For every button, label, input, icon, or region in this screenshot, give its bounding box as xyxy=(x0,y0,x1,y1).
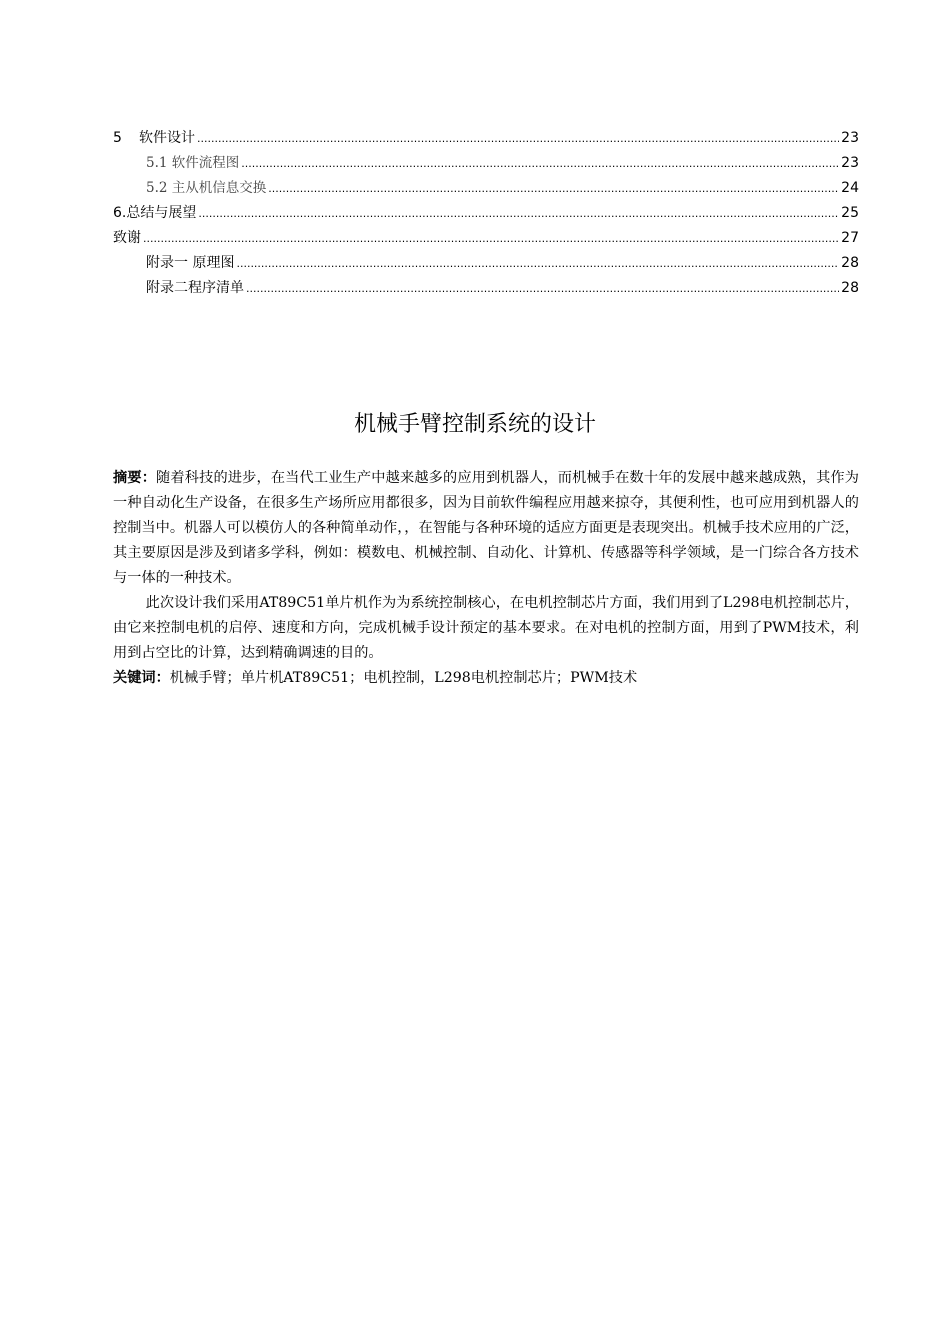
keywords-text: 机械手臂；单片机AT89C51；电机控制，L298电机控制芯片；PWM技术 xyxy=(169,670,638,686)
toc-entry-number: 5 xyxy=(113,130,122,146)
toc-entry-page: 27 xyxy=(841,230,859,246)
toc-entry-appendix-1[interactable] xyxy=(113,253,859,278)
toc-entry-page: 24 xyxy=(841,180,859,196)
toc-entry-label: 6.总结与展望 xyxy=(113,205,197,221)
toc-entry-label: 软件设计 xyxy=(139,130,195,146)
toc-entry-label: 致谢 xyxy=(113,230,141,246)
toc-entry-label: 附录一 原理图 xyxy=(146,255,235,271)
toc-leader-dots xyxy=(197,129,839,149)
toc-leader-dots xyxy=(246,279,839,299)
toc-entry-page: 25 xyxy=(841,205,859,221)
document-title: 机械手臂控制系统的设计 xyxy=(353,412,596,437)
toc-leader-dots xyxy=(268,179,839,199)
keywords-line xyxy=(113,666,859,691)
toc-entry-page: 28 xyxy=(841,280,859,296)
abstract-paragraph-1 xyxy=(113,466,859,591)
toc-entry-acknowledgements[interactable] xyxy=(113,228,859,253)
toc-entry-label: 5.2 主从机信息交换 xyxy=(146,180,267,196)
toc-leader-dots xyxy=(143,229,839,249)
abstract-section xyxy=(113,466,859,691)
toc-leader-dots xyxy=(198,204,839,224)
abstract-text-1: 随着科技的进步，在当代工业生产中越来越多的应用到机器人，而机械手在数十年的发展中越来越成熟，其作为一种自动化生产设备，在很多生产场所应用都很多，因为目前软件编程应用越来掠夺，其便利性，也可应用到机器人的控制当中。机器人可以模仿人的各种简单动作，，在智能与各种环境的适应方面更是表现突出。机械手技术应用的广泛，其主要原因是涉及到诸多学科，例如：模数电、机械控制、自动化、计算机、传感器等科学领域，是一门综合各方技术与一体的一种技术。 xyxy=(113,470,859,586)
toc-entry-label: 5.1 软件流程图 xyxy=(146,155,240,171)
keywords-label: 关键词： xyxy=(113,670,170,686)
toc-entry-label: 附录二程序清单 xyxy=(146,280,244,296)
toc-entry-software-flowchart[interactable] xyxy=(113,153,859,178)
toc-leader-dots xyxy=(236,254,839,274)
abstract-paragraph-2: 此次设计我们采用AT89C51单片机作为为系统控制核心，在电机控制芯片方面，我们用到了L298电机控制芯片，由它来控制电机的启停、速度和方向，完成机械手设计预定的基本要求。在对电机的控制方面，用到了PWM技术，利用到占空比的计算，达到精确调速的目的。 xyxy=(113,595,859,661)
toc-entry-page: 28 xyxy=(841,255,859,271)
toc-entry-page: 23 xyxy=(841,130,859,146)
toc-entry-summary-outlook[interactable] xyxy=(113,203,859,228)
toc-entry-master-slave-exchange[interactable] xyxy=(113,178,859,203)
toc-entry-appendix-2[interactable] xyxy=(113,278,859,303)
toc-entry-software-design[interactable] xyxy=(113,128,859,153)
abstract-label: 摘要： xyxy=(113,470,157,486)
table-of-contents xyxy=(113,128,859,303)
toc-entry-page: 23 xyxy=(841,155,859,171)
toc-leader-dots xyxy=(241,154,839,174)
